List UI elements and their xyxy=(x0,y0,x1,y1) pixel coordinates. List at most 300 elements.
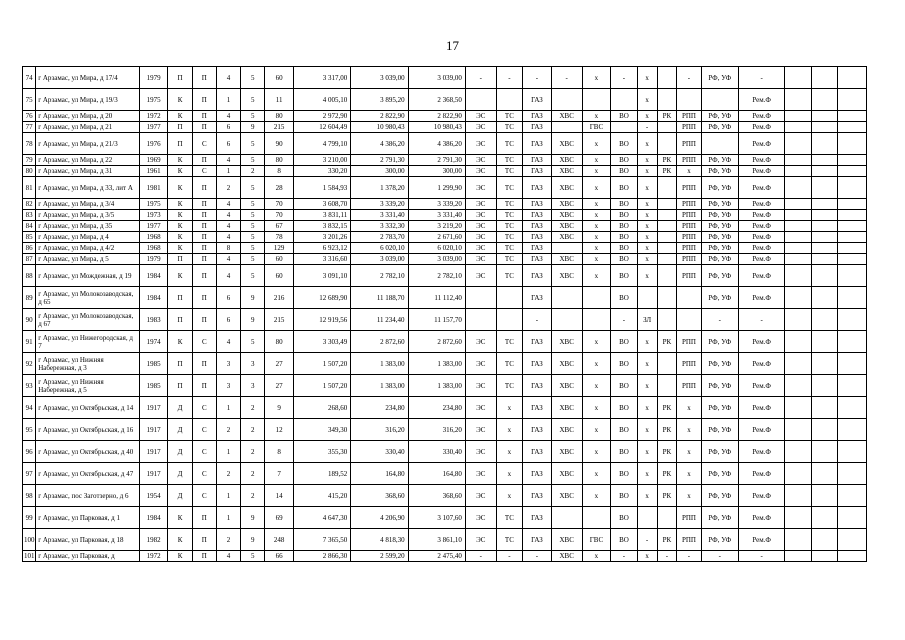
cell-n: 101 xyxy=(24,552,35,560)
cell-rem: - xyxy=(739,309,785,331)
cell-gaz: ГАЗ xyxy=(523,166,552,177)
cell-en: 9 xyxy=(241,122,265,133)
cell-mat: К xyxy=(168,232,192,243)
cell-a2: 3 039,00 xyxy=(351,254,408,265)
cell-vo: ВО xyxy=(611,463,637,485)
cell-rem: Рем.Ф xyxy=(739,419,785,441)
cell-apt: 129 xyxy=(265,243,294,254)
cell-a2: 11 234,40 xyxy=(351,309,408,331)
cell-n: 82 xyxy=(23,199,36,210)
cell-fl: 4 xyxy=(216,199,240,210)
cell-ts: ТС xyxy=(496,122,522,133)
cell-x2: - xyxy=(637,122,657,133)
cell-hvs: ХВС xyxy=(551,441,582,463)
cell-a2: 2 783,70 xyxy=(351,232,408,243)
cell-hvs: ХВС xyxy=(551,210,582,221)
cell-n: 95 xyxy=(23,419,36,441)
cell-empty xyxy=(811,265,837,287)
cell-rpp xyxy=(677,89,701,111)
cell-apt: 70 xyxy=(265,210,294,221)
cell-gaz: ГАЗ xyxy=(523,155,552,166)
table-row xyxy=(23,254,867,265)
cell-gaz: ГАЗ xyxy=(523,287,552,309)
cell-empty xyxy=(838,199,867,210)
cell-rem: Рем.Ф xyxy=(739,485,785,507)
cell-rpp: РПП xyxy=(677,177,701,199)
cell-en: 5 xyxy=(241,210,265,221)
cell-ts: - xyxy=(496,551,522,562)
cell-ts: ТС xyxy=(496,254,522,265)
cell-empty xyxy=(785,529,811,551)
cell-a3: 2 671,60 xyxy=(408,232,465,243)
cell-es: ЭС xyxy=(465,419,496,441)
cell-mat: К xyxy=(168,177,192,199)
cell-rpp: РПП xyxy=(677,232,701,243)
cell-en: 5 xyxy=(241,133,265,155)
cell-fl: 4 xyxy=(216,111,240,122)
cell-rf: РФ, УФ xyxy=(701,210,738,221)
cell-fl: 1 xyxy=(216,485,240,507)
cell-rem: Рем.Ф xyxy=(739,287,785,309)
cell-en: 2 xyxy=(241,397,265,419)
cell-apt: 80 xyxy=(265,331,294,353)
cell-fl: 8 xyxy=(216,243,240,254)
cell-n: 91 xyxy=(23,331,36,353)
cell-en: 5 xyxy=(241,254,265,265)
cell-ts: ТС xyxy=(496,221,522,232)
cell-rf: - xyxy=(701,551,738,562)
cell-empty xyxy=(785,89,811,111)
cell-addr: г Арзамас, ул Мира, д 3/4 xyxy=(36,199,140,210)
cell-es: ЭС xyxy=(465,507,496,529)
cell-a1: 4 005,10 xyxy=(294,89,351,111)
cell-a1: 3 303,49 xyxy=(294,331,351,353)
cell-hvs: ХВС xyxy=(551,111,582,122)
cell-x2: х xyxy=(637,254,657,265)
cell-n: 86 xyxy=(23,243,36,254)
cell-year: 1972 xyxy=(139,111,168,122)
cell-a1: 3 201,26 xyxy=(294,232,351,243)
cell-a3: 3 039,00 xyxy=(408,254,465,265)
table-row xyxy=(23,287,867,309)
cell-es: ЭС xyxy=(465,375,496,397)
cell-empty xyxy=(838,210,867,221)
cell-a1: 268,60 xyxy=(294,397,351,419)
cell-ts: ТС xyxy=(496,166,522,177)
table-row xyxy=(23,507,867,529)
cell-a3: 3 039,00 xyxy=(408,67,465,89)
cell-a2: 3 339,20 xyxy=(351,199,408,210)
cell-gvs: х xyxy=(582,210,611,221)
cell-a3: 234,80 xyxy=(408,397,465,419)
cell-empty xyxy=(785,111,811,122)
cell-type: П xyxy=(192,551,216,562)
cell-gvs xyxy=(582,89,611,111)
cell-addr: г Арзамас, ул Мира, д 35 xyxy=(36,221,140,232)
cell-rf: РФ, УФ xyxy=(701,287,738,309)
cell-type: П xyxy=(192,199,216,210)
cell-en: 9 xyxy=(241,309,265,331)
cell-hvs xyxy=(551,309,582,331)
cell-ts: ТС xyxy=(496,331,522,353)
cell-en: 5 xyxy=(241,243,265,254)
cell-a2: 6 020,10 xyxy=(351,243,408,254)
cell-rem: Рем.Ф xyxy=(739,353,785,375)
cell-year: 1984 xyxy=(139,265,168,287)
cell-mat: К xyxy=(168,199,192,210)
cell-en: 5 xyxy=(241,551,265,562)
cell-empty xyxy=(838,419,867,441)
cell-es: ЭС xyxy=(465,441,496,463)
cell-mat: К xyxy=(168,166,192,177)
cell-en: 5 xyxy=(241,221,265,232)
cell-a2: 4 206,90 xyxy=(351,507,408,529)
cell-gvs: ГВС xyxy=(582,529,611,551)
cell-rk xyxy=(657,243,677,254)
cell-a1: 2 972,90 xyxy=(294,111,351,122)
cell-a1: 3 608,70 xyxy=(294,199,351,210)
cell-fl: 2 xyxy=(216,463,240,485)
cell-hvs xyxy=(551,507,582,529)
cell-hvs: ХВС xyxy=(551,551,582,562)
cell-mat: П xyxy=(168,133,192,155)
cell-rf xyxy=(701,89,738,111)
cell-mat: К xyxy=(168,331,192,353)
cell-n: 76 xyxy=(23,111,36,122)
cell-hvs: ХВС xyxy=(551,353,582,375)
cell-fl: 3 xyxy=(216,375,240,397)
cell-es: ЭС xyxy=(465,210,496,221)
cell-a1: 6 923,12 xyxy=(294,243,351,254)
cell-type: С xyxy=(192,133,216,155)
cell-empty xyxy=(838,287,867,309)
cell-empty xyxy=(811,551,837,562)
cell-es xyxy=(465,287,496,309)
cell-gvs: х xyxy=(582,463,611,485)
cell-apt: 60 xyxy=(265,265,294,287)
cell-es: ЭС xyxy=(465,133,496,155)
cell-en: 2 xyxy=(241,441,265,463)
table-row xyxy=(23,122,867,133)
cell-gvs xyxy=(582,287,611,309)
cell-rpp: РПП xyxy=(677,221,701,232)
cell-n: 97 xyxy=(23,463,36,485)
cell-a3: 2 791,30 xyxy=(408,155,465,166)
cell-rk xyxy=(657,287,677,309)
cell-type: П xyxy=(192,177,216,199)
cell-year: 1954 xyxy=(139,485,168,507)
cell-vo: ВО xyxy=(611,397,637,419)
cell-n: 77 xyxy=(23,122,36,133)
cell-gvs: х xyxy=(582,232,611,243)
cell-rk xyxy=(657,254,677,265)
table-row xyxy=(23,243,867,254)
cell-rf: РФ, УФ xyxy=(701,331,738,353)
cell-ts: ТС xyxy=(496,507,522,529)
cell-rk: РК xyxy=(657,166,677,177)
cell-rpp: х xyxy=(677,419,701,441)
cell-es: ЭС xyxy=(465,177,496,199)
cell-n: 99 xyxy=(23,507,36,529)
cell-ts xyxy=(496,89,522,111)
cell-ts: х xyxy=(496,419,522,441)
cell-addr: г Арзамас, ул Парковая, д 18 xyxy=(36,529,140,551)
cell-apt: 28 xyxy=(265,177,294,199)
cell-fl: 1 xyxy=(216,166,240,177)
cell-gaz: - xyxy=(523,67,552,89)
cell-empty xyxy=(838,155,867,166)
cell-addr: г Арзамас, ул Молокозаводская, д 65 xyxy=(36,287,140,309)
cell-year: 1968 xyxy=(139,232,168,243)
cell-rem: - xyxy=(739,67,785,89)
cell-empty xyxy=(785,309,811,331)
cell-addr: г Арзамас, ул Мира, д 21/3 xyxy=(36,133,140,155)
cell-x2: х xyxy=(637,397,657,419)
cell-gaz: ГАЗ xyxy=(523,375,552,397)
cell-empty xyxy=(785,122,811,133)
cell-vo xyxy=(611,122,637,133)
cell-addr: г Арзамас, ул Мира, д 21 xyxy=(36,122,140,133)
cell-addr: г Арзамас, ул Мира, д 22 xyxy=(36,155,140,166)
cell-gaz: ГАЗ xyxy=(523,111,552,122)
cell-rem: Рем.Ф xyxy=(739,529,785,551)
cell-gaz: ГАЗ xyxy=(523,210,552,221)
cell-rk xyxy=(657,199,677,210)
cell-year: 1977 xyxy=(139,122,168,133)
cell-vo: ВО xyxy=(611,177,637,199)
cell-gvs: х xyxy=(582,111,611,122)
cell-type: П xyxy=(192,309,216,331)
cell-a3: 11 112,40 xyxy=(408,287,465,309)
cell-rem: Рем.Ф xyxy=(739,133,785,155)
cell-ts: ТС xyxy=(496,210,522,221)
cell-empty xyxy=(838,133,867,155)
cell-es xyxy=(465,89,496,111)
cell-es: ЭС xyxy=(465,397,496,419)
cell-rf: - xyxy=(701,309,738,331)
table-row xyxy=(23,375,867,397)
cell-rpp: - xyxy=(677,551,701,562)
cell-empty xyxy=(838,551,867,562)
cell-a1: 3 317,00 xyxy=(294,67,351,89)
cell-rk xyxy=(657,375,677,397)
cell-apt: 80 xyxy=(265,111,294,122)
cell-rpp: РПП xyxy=(677,155,701,166)
cell-apt: 67 xyxy=(265,221,294,232)
cell-apt: 27 xyxy=(265,375,294,397)
cell-x2: х xyxy=(637,353,657,375)
cell-mat: Д xyxy=(168,397,192,419)
cell-rf: РФ, УФ xyxy=(701,419,738,441)
cell-hvs: ХВС xyxy=(551,463,582,485)
cell-rk xyxy=(657,210,677,221)
cell-empty xyxy=(785,463,811,485)
cell-fl: 2 xyxy=(216,529,240,551)
cell-a2: 3 039,00 xyxy=(351,67,408,89)
cell-x2: х xyxy=(637,166,657,177)
cell-empty xyxy=(811,331,837,353)
cell-type: П xyxy=(192,375,216,397)
table-row xyxy=(23,419,867,441)
table-row xyxy=(23,309,867,331)
cell-gvs: х xyxy=(582,199,611,210)
table-body xyxy=(23,67,867,562)
cell-addr: г Арзамас, ул Мира, д 5 xyxy=(36,254,140,265)
cell-empty xyxy=(811,529,837,551)
cell-rpp: х xyxy=(677,397,701,419)
cell-empty xyxy=(811,353,837,375)
table-row xyxy=(23,111,867,122)
cell-n: 93 xyxy=(23,375,36,397)
cell-year: 1985 xyxy=(139,375,168,397)
cell-empty xyxy=(811,485,837,507)
cell-type: П xyxy=(192,210,216,221)
cell-apt: 27 xyxy=(265,353,294,375)
cell-hvs: ХВС xyxy=(551,133,582,155)
cell-mat: К xyxy=(168,551,192,562)
cell-apt: 8 xyxy=(265,166,294,177)
cell-vo: ВО xyxy=(611,331,637,353)
cell-a3: 368,60 xyxy=(408,485,465,507)
cell-hvs: ХВС xyxy=(551,419,582,441)
cell-es: ЭС xyxy=(465,199,496,210)
cell-vo: ВО xyxy=(611,232,637,243)
cell-addr: г Арзамас, ул Нижняя Набережная, д 3 xyxy=(36,353,140,375)
cell-rem: Рем.Ф xyxy=(739,243,785,254)
cell-empty xyxy=(785,397,811,419)
cell-empty xyxy=(811,254,837,265)
cell-empty xyxy=(838,507,867,529)
cell-mat: Д xyxy=(168,419,192,441)
cell-rpp: х xyxy=(677,463,701,485)
cell-empty xyxy=(838,254,867,265)
cell-a3: 2 368,50 xyxy=(408,89,465,111)
cell-gaz: ГАЗ xyxy=(523,353,552,375)
cell-gaz: - xyxy=(523,309,552,331)
cell-addr: г Арзамас, ул Мира, д 19/3 xyxy=(36,89,140,111)
cell-rf: РФ, УФ xyxy=(701,232,738,243)
cell-a1: 12 689,90 xyxy=(294,287,351,309)
cell-a1: 1 584,93 xyxy=(294,177,351,199)
cell-year: 1976 xyxy=(139,133,168,155)
cell-rem: - xyxy=(739,551,785,562)
cell-vo: ВО xyxy=(611,353,637,375)
cell-year: 1977 xyxy=(139,221,168,232)
cell-en: 3 xyxy=(241,375,265,397)
cell-gvs: х xyxy=(582,177,611,199)
cell-rf: РФ, УФ xyxy=(701,166,738,177)
cell-en: 9 xyxy=(241,529,265,551)
cell-empty xyxy=(785,551,811,562)
cell-mat: Д xyxy=(168,485,192,507)
cell-rpp: х xyxy=(677,441,701,463)
cell-a2: 4 386,20 xyxy=(351,133,408,155)
cell-vo: ВО xyxy=(611,221,637,232)
cell-type: П xyxy=(192,507,216,529)
cell-rf: РФ, УФ xyxy=(701,485,738,507)
cell-empty xyxy=(785,375,811,397)
cell-empty xyxy=(811,122,837,133)
cell-gaz: ГАЗ xyxy=(523,397,552,419)
cell-n: 83 xyxy=(23,210,36,221)
cell-rk xyxy=(657,122,677,133)
cell-apt: 9 xyxy=(265,397,294,419)
cell-year: 1984 xyxy=(139,507,168,529)
cell-rem: Рем.Ф xyxy=(739,463,785,485)
cell-a3: 2 475,40 xyxy=(408,551,465,562)
cell-empty xyxy=(811,463,837,485)
cell-es: - xyxy=(465,67,496,89)
cell-n: 84 xyxy=(23,221,36,232)
cell-rem: Рем.Ф xyxy=(739,89,785,111)
cell-type: С xyxy=(192,419,216,441)
cell-empty xyxy=(785,485,811,507)
cell-mat: П xyxy=(168,375,192,397)
cell-addr: г Арзамас, ул Молокозаводская, д 67 xyxy=(36,309,140,331)
table-row xyxy=(23,133,867,155)
cell-type: П xyxy=(192,287,216,309)
cell-a1: 3 832,15 xyxy=(294,221,351,232)
cell-a1: 3 091,10 xyxy=(294,265,351,287)
cell-gvs: х xyxy=(582,221,611,232)
cell-empty xyxy=(785,221,811,232)
cell-a3: 1 383,00 xyxy=(408,353,465,375)
cell-type: С xyxy=(192,166,216,177)
cell-gvs: х xyxy=(582,265,611,287)
cell-en: 5 xyxy=(241,89,265,111)
cell-a3: 4 386,20 xyxy=(408,133,465,155)
cell-rk: РК xyxy=(657,485,677,507)
cell-apt: 69 xyxy=(265,507,294,529)
cell-rf: РФ, УФ xyxy=(701,122,738,133)
cell-fl: 3 xyxy=(216,353,240,375)
cell-rpp: РПП xyxy=(677,375,701,397)
cell-addr: г Арзамас, ул Нижняя Набережная, д 5 xyxy=(36,375,140,397)
cell-a2: 330,40 xyxy=(351,441,408,463)
cell-x2: х xyxy=(637,221,657,232)
cell-rf: РФ, УФ xyxy=(701,529,738,551)
cell-es: ЭС xyxy=(465,331,496,353)
cell-a2: 1 383,00 xyxy=(351,375,408,397)
cell-a3: 330,40 xyxy=(408,441,465,463)
cell-type: П xyxy=(192,221,216,232)
cell-rf: РФ, УФ xyxy=(701,507,738,529)
cell-type: П xyxy=(192,254,216,265)
cell-gaz: ГАЗ xyxy=(523,89,552,111)
cell-x2: х xyxy=(637,441,657,463)
cell-apt: 60 xyxy=(265,67,294,89)
cell-en: 2 xyxy=(241,419,265,441)
cell-gvs xyxy=(582,309,611,331)
cell-hvs: ХВС xyxy=(551,199,582,210)
cell-type: С xyxy=(192,397,216,419)
cell-rk: - xyxy=(657,551,677,562)
cell-empty xyxy=(785,243,811,254)
cell-n: 92 xyxy=(23,353,36,375)
cell-a2: 2 791,30 xyxy=(351,155,408,166)
cell-fl: 1 xyxy=(216,89,240,111)
cell-rk xyxy=(657,507,677,529)
cell-a2: 368,60 xyxy=(351,485,408,507)
cell-gaz: ГАЗ xyxy=(523,441,552,463)
cell-hvs xyxy=(551,287,582,309)
cell-empty xyxy=(838,166,867,177)
cell-type: П xyxy=(192,529,216,551)
cell-fl: 4 xyxy=(216,67,240,89)
cell-n: 88 xyxy=(23,265,36,287)
cell-gaz: ГАЗ xyxy=(523,122,552,133)
cell-addr: г Арзамас, ул Мождежная, д 19 xyxy=(36,265,140,287)
